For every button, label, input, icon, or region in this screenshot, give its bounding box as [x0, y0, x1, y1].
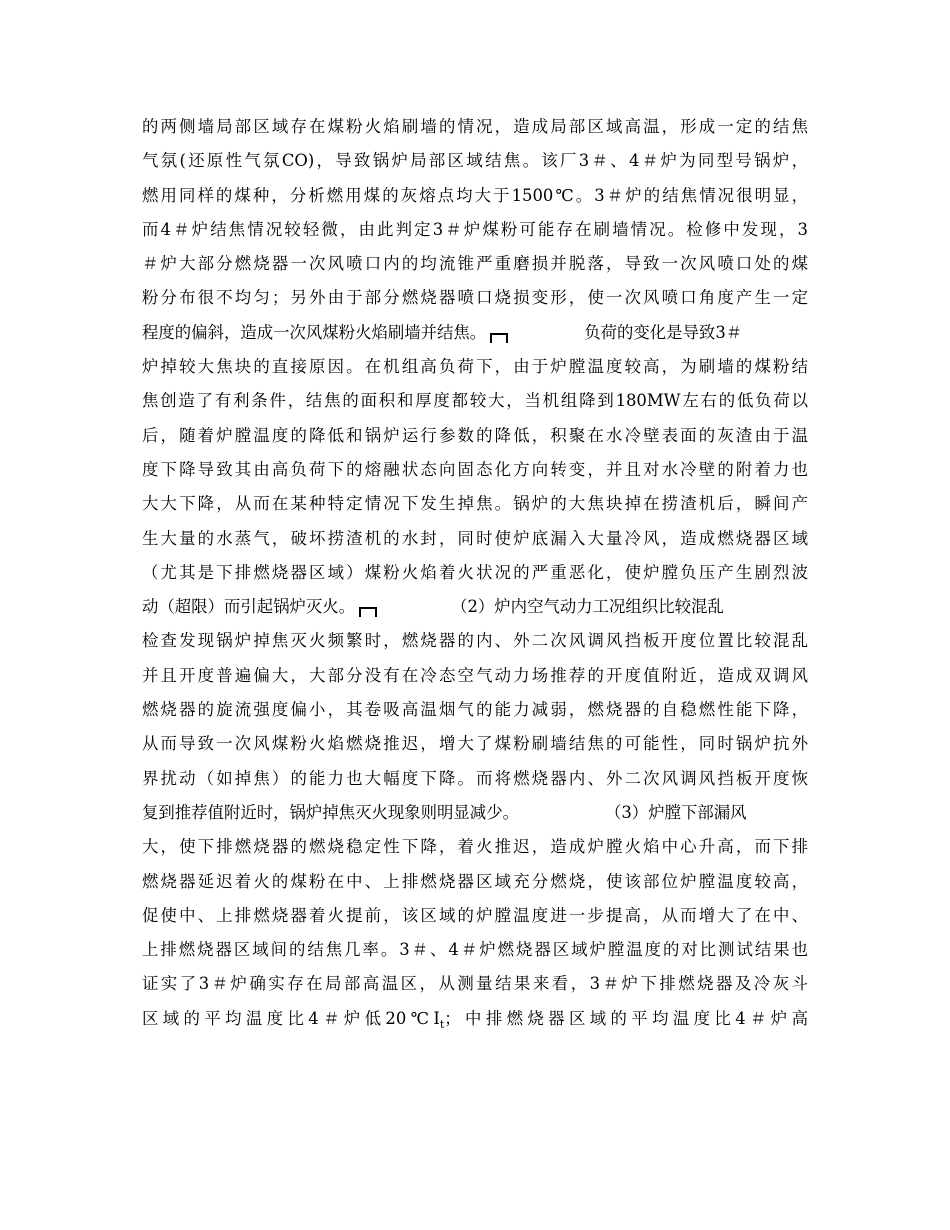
body-text	[142, 110, 808, 1036]
text-line-18: 燃烧器的旋流强度偏小，其卷吸高温烟气的能力减弱，燃烧器的自稳燃性能下降，	[142, 700, 808, 720]
text-line-12: 大大下降，从而在某种特定情况下发生掉焦。锅炉的大焦块掉在捞渣机后，瞬间产	[142, 494, 808, 514]
text-line-27	[142, 1002, 808, 1036]
text-line-11: 度下降导致其由高负荷下的熔融状态向固态化方向转变，并且对水冷壁的附着力也	[142, 459, 808, 479]
text-line-24: 促使中、上排燃烧器着火提前，该区域的炉膛温度进一步提高，从而增大了在中、	[142, 905, 808, 925]
text-line-15	[142, 590, 808, 624]
text-line-27-start: 区域的平均温度比4＃炉低20℃I	[142, 1008, 440, 1028]
text-line-9: 焦创造了有利条件，结焦的面积和厚度都较大，当机组降到180MW左右的低负荷以	[142, 391, 808, 411]
text-line-5: ＃炉大部分燃烧器一次风喷口内的均流锥严重磨损并脱落，导致一次风喷口处的煤	[142, 254, 808, 274]
text-line-22: 大，使下排燃烧器的燃烧稳定性下降，着火推迟，造成炉膛火焰中心升高，而下排	[142, 837, 808, 857]
text-line-10: 后，随着炉膛温度的降低和锅炉运行参数的降低，积聚在水冷壁表面的灰渣由于温	[142, 425, 808, 445]
text-line-3: 燃用同样的煤种，分析燃用煤的灰熔点均大于1500℃。3＃炉的结焦情况很明显，	[142, 185, 808, 205]
text-line-4: 而4＃炉结焦情况较轻微，由此判定3＃炉煤粉可能存在刷墙情况。检修中发现，3	[142, 219, 808, 239]
subscript-t: t	[439, 1017, 445, 1031]
text-line-16: 检查发现锅炉掉焦灭火频繁时，燃烧器的内、外二次风调风挡板开度位置比较混乱	[142, 631, 808, 651]
text-line-26: 证实了3＃炉确实存在局部高温区，从测量结果来看，3＃炉下排燃烧器及冷灰斗	[142, 974, 808, 994]
text-line-27-end: ；中排燃烧器区域的平均温度比4＃炉高	[444, 1008, 808, 1028]
text-line-7-start: 程度的偏斜，造成一次风煤粉火焰刷墙并结焦。	[142, 322, 487, 342]
paragraph-break-icon	[359, 607, 377, 617]
text-line-21	[142, 796, 808, 830]
text-line-7-end: 负荷的变化是导致3＃	[584, 322, 743, 342]
text-line-15-end: （2）炉内空气动力工况组织比较混乱	[451, 597, 724, 617]
text-line-1: 的两侧墙局部区域存在煤粉火焰刷墙的情况，造成局部区域高温，形成一定的结焦	[142, 117, 808, 136]
text-line-13: 生大量的水蒸气，破坏捞渣机的水封，同时使炉底漏入大量冷风，造成燃烧器区域	[142, 528, 808, 548]
text-line-19: 从而导致一次风煤粉火焰燃烧推迟，增大了煤粉刷墙结焦的可能性，同时锅炉抗外	[142, 734, 808, 754]
text-line-15-start: 动（超限）而引起锅炉灭火。	[142, 597, 356, 617]
text-line-23: 燃烧器延迟着火的煤粉在中、上排燃烧器区域充分燃烧，使该部位炉膛温度较高，	[142, 871, 808, 891]
text-line-21-end: （3）炉膛下部漏风	[604, 802, 747, 822]
text-line-2: 气氛(还原性气氛CO)，导致锅炉局部区域结焦。该厂3＃、4＃炉为同型号锅炉，	[142, 151, 808, 171]
text-line-8: 炉掉较大焦块的直接原因。在机组高负荷下，由于炉膛温度较高，为刷墙的煤粉结	[142, 357, 808, 377]
text-line-7	[142, 316, 808, 350]
text-line-25: 上排燃烧器区域间的结焦几率。3＃、4＃炉燃烧器区域炉膛温度的对比测试结果也	[142, 940, 808, 960]
text-line-21-start: 复到推荐值附近时，锅炉掉焦灭火现象则明显减少。	[142, 802, 519, 822]
text-line-6: 粉分布很不均匀；另外由于部分燃烧器喷口烧损变形，使一次风喷口角度产生一定	[142, 288, 808, 308]
text-line-20: 界扰动（如掉焦）的能力也大幅度下降。而将燃烧器内、外二次风调风挡板开度恢	[142, 768, 808, 788]
paragraph-break-icon	[490, 333, 508, 343]
text-line-14: （尤其是下排燃烧器区域）煤粉火焰着火状况的严重恶化，使炉膛负压产生剧烈波	[142, 562, 808, 582]
text-line-17: 并且开度普遍偏大，大部分没有在冷态空气动力场推荐的开度值附近，造成双调风	[142, 665, 808, 685]
